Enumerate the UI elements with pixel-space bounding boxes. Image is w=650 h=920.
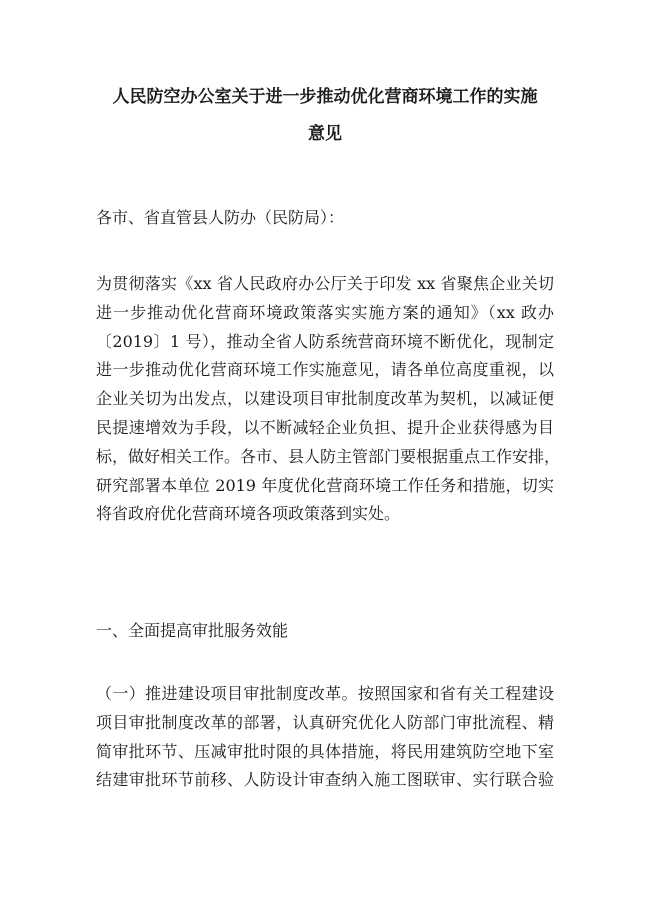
paragraph-line: 为贯彻落实《xx 省人民政府办公厅关于印发 xx 省聚焦企业关切	[96, 274, 554, 293]
paragraph-line: （一）推进建设项目审批制度改革。按照国家和省有关工程建设	[96, 684, 554, 703]
paragraph-line: 企业关切为出发点，以建设项目审批制度改革为契机，以减证便	[96, 389, 554, 409]
salutation: 各市、省直管县人防办（民防局）：	[96, 208, 345, 227]
section-heading-1: 一、全面提高审批服务效能	[96, 621, 289, 640]
paragraph-line: 民提速增效为手段，以不断减轻企业负担、提升企业获得感为目	[96, 417, 554, 437]
paragraph-intro	[96, 270, 561, 529]
title-line-1: 人民防空办公室关于进一步推动优化营商环境工作的实施	[112, 87, 538, 107]
paragraph-line: 进一步推动优化营商环境工作实施意见，请各单位高度重视，以	[96, 360, 554, 380]
paragraph-line: 简审批环节、压减审批时限的具体措施，将民用建筑防空地下室	[96, 741, 554, 761]
document-title	[96, 79, 554, 153]
paragraph-line: 项目审批制度改革的部署，认真研究优化人防部门审批流程、精	[96, 712, 554, 732]
paragraph-line: 进一步推动优化营商环境政策落实实施方案的通知》（xx 政办	[96, 302, 554, 322]
paragraph-line: 标，做好相关工作。各市、县人防主管部门要根据重点工作安排，	[96, 446, 561, 466]
paragraph-section-1	[96, 680, 554, 795]
paragraph-line: 将省政府优化营商环境各项政策落到实处。	[96, 504, 401, 524]
paragraph-line: 研究部署本单位 2019 年度优化营商环境工作任务和措施，切实	[96, 475, 554, 495]
paragraph-line: 结建审批环节前移、人防设计审查纳入施工图联审、实行联合验	[96, 770, 554, 790]
paragraph-line: 〔2019〕1 号），推动全省人防系统营商环境不断优化，现制定	[96, 331, 554, 351]
title-line-2: 意见	[308, 124, 342, 144]
